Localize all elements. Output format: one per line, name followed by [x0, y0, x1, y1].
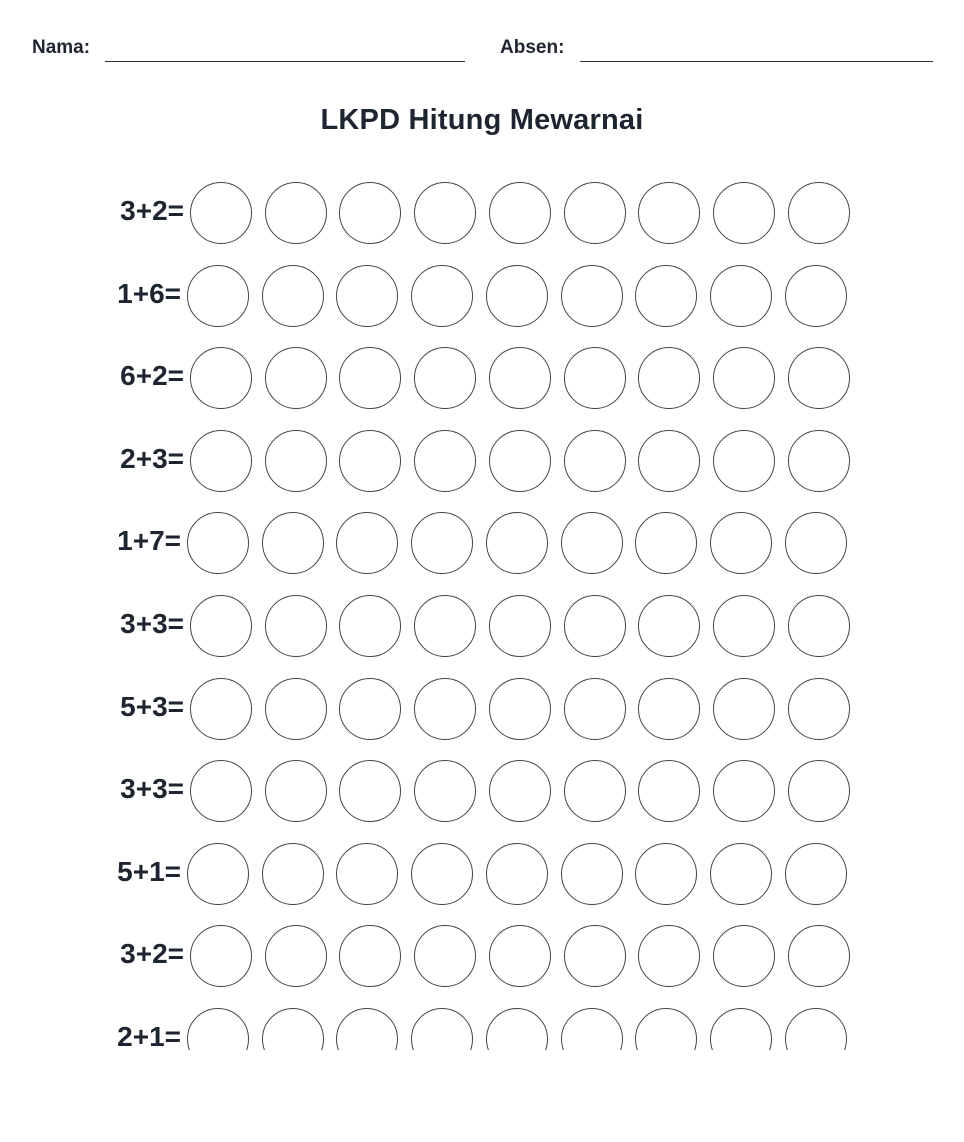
color-circle[interactable] [190, 430, 252, 492]
color-circle[interactable] [785, 265, 847, 327]
color-circle[interactable] [710, 1008, 772, 1050]
color-circle[interactable] [713, 760, 775, 822]
color-circle[interactable] [190, 347, 252, 409]
color-circle[interactable] [339, 925, 401, 987]
color-circle[interactable] [785, 512, 847, 574]
color-circle[interactable] [713, 347, 775, 409]
color-circle[interactable] [561, 512, 623, 574]
color-circle[interactable] [190, 678, 252, 740]
color-circle[interactable] [414, 678, 476, 740]
color-circle[interactable] [489, 430, 551, 492]
color-circle[interactable] [486, 843, 548, 905]
color-circle[interactable] [788, 347, 850, 409]
equation-label: 2+1= [117, 1021, 181, 1050]
equation-label: 5+3= [120, 691, 184, 722]
color-circle[interactable] [489, 678, 551, 740]
color-circle[interactable] [489, 182, 551, 244]
color-circle[interactable] [187, 1008, 249, 1050]
color-circle[interactable] [411, 265, 473, 327]
equation-label: 2+3= [120, 443, 184, 474]
color-circle[interactable] [638, 678, 700, 740]
color-circle[interactable] [339, 182, 401, 244]
color-circle[interactable] [561, 265, 623, 327]
color-circle[interactable] [414, 430, 476, 492]
color-circle[interactable] [190, 182, 252, 244]
color-circle[interactable] [339, 430, 401, 492]
equation-label: 6+2= [120, 360, 184, 391]
color-circle[interactable] [785, 1008, 847, 1050]
color-circle[interactable] [262, 843, 324, 905]
color-circle[interactable] [339, 760, 401, 822]
color-circle[interactable] [564, 760, 626, 822]
color-circle[interactable] [190, 925, 252, 987]
color-circle[interactable] [489, 925, 551, 987]
color-circle[interactable] [190, 595, 252, 657]
color-circle[interactable] [788, 182, 850, 244]
color-circle[interactable] [561, 843, 623, 905]
color-circle[interactable] [638, 925, 700, 987]
equation-label: 5+1= [117, 856, 181, 887]
color-circle[interactable] [336, 843, 398, 905]
color-circle[interactable] [713, 595, 775, 657]
color-circle[interactable] [635, 843, 697, 905]
color-circle[interactable] [635, 265, 697, 327]
color-circle[interactable] [262, 1008, 324, 1050]
color-circle[interactable] [713, 430, 775, 492]
color-circle[interactable] [635, 512, 697, 574]
equation-row [0, 674, 964, 740]
color-circle[interactable] [265, 430, 327, 492]
color-circle[interactable] [187, 512, 249, 574]
color-circle[interactable] [411, 512, 473, 574]
color-circle[interactable] [638, 347, 700, 409]
color-circle[interactable] [414, 595, 476, 657]
color-circle[interactable] [265, 595, 327, 657]
color-circle[interactable] [788, 925, 850, 987]
color-circle[interactable] [564, 678, 626, 740]
equation-row [0, 921, 964, 987]
color-circle[interactable] [710, 512, 772, 574]
color-circle[interactable] [788, 678, 850, 740]
color-circle[interactable] [486, 265, 548, 327]
absen-field-line[interactable] [580, 61, 933, 62]
color-circle[interactable] [414, 760, 476, 822]
color-circle[interactable] [336, 1008, 398, 1050]
color-circle[interactable] [489, 595, 551, 657]
color-circle[interactable] [561, 1008, 623, 1050]
equation-row [0, 343, 964, 409]
color-circle[interactable] [265, 678, 327, 740]
equation-row [0, 756, 964, 822]
equation-row [0, 426, 964, 492]
color-circle[interactable] [339, 347, 401, 409]
equation-row [0, 1004, 964, 1050]
color-circle[interactable] [339, 595, 401, 657]
equation-label: 1+6= [117, 278, 181, 309]
color-circle[interactable] [638, 182, 700, 244]
page-title: LKPD Hitung Mewarnai [320, 104, 644, 136]
color-circle[interactable] [486, 512, 548, 574]
color-circle[interactable] [638, 595, 700, 657]
color-circle[interactable] [785, 843, 847, 905]
color-circle[interactable] [788, 595, 850, 657]
color-circle[interactable] [265, 347, 327, 409]
equation-row [0, 178, 964, 244]
color-circle[interactable] [564, 347, 626, 409]
color-circle[interactable] [262, 512, 324, 574]
color-circle[interactable] [339, 678, 401, 740]
color-circle[interactable] [489, 347, 551, 409]
counting-grid [0, 178, 964, 1050]
color-circle[interactable] [788, 430, 850, 492]
color-circle[interactable] [564, 430, 626, 492]
equation-row [0, 839, 964, 905]
color-circle[interactable] [414, 182, 476, 244]
color-circle[interactable] [710, 843, 772, 905]
equation-row [0, 591, 964, 657]
color-circle[interactable] [713, 182, 775, 244]
color-circle[interactable] [710, 265, 772, 327]
equation-label: 1+7= [117, 525, 181, 556]
color-circle[interactable] [411, 843, 473, 905]
color-circle[interactable] [336, 265, 398, 327]
equation-label: 3+3= [120, 608, 184, 639]
absen-label: Absen: [500, 37, 565, 58]
color-circle[interactable] [336, 512, 398, 574]
color-circle[interactable] [265, 925, 327, 987]
name-field-line[interactable] [105, 61, 465, 62]
color-circle[interactable] [564, 925, 626, 987]
color-circle[interactable] [411, 1008, 473, 1050]
color-circle[interactable] [564, 182, 626, 244]
equation-label: 3+2= [120, 938, 184, 969]
color-circle[interactable] [564, 595, 626, 657]
equation-label: 3+3= [120, 773, 184, 804]
color-circle[interactable] [713, 925, 775, 987]
color-circle[interactable] [638, 760, 700, 822]
color-circle[interactable] [414, 925, 476, 987]
color-circle[interactable] [190, 760, 252, 822]
color-circle[interactable] [788, 760, 850, 822]
color-circle[interactable] [489, 760, 551, 822]
equation-row [0, 508, 964, 574]
worksheet-header [0, 0, 964, 80]
color-circle[interactable] [265, 182, 327, 244]
color-circle[interactable] [262, 265, 324, 327]
color-circle[interactable] [486, 1008, 548, 1050]
color-circle[interactable] [713, 678, 775, 740]
color-circle[interactable] [187, 265, 249, 327]
color-circle[interactable] [265, 760, 327, 822]
color-circle[interactable] [635, 1008, 697, 1050]
equation-row [0, 261, 964, 327]
equation-label: 3+2= [120, 195, 184, 226]
color-circle[interactable] [414, 347, 476, 409]
name-label: Nama: [32, 37, 91, 58]
color-circle[interactable] [187, 843, 249, 905]
color-circle[interactable] [638, 430, 700, 492]
